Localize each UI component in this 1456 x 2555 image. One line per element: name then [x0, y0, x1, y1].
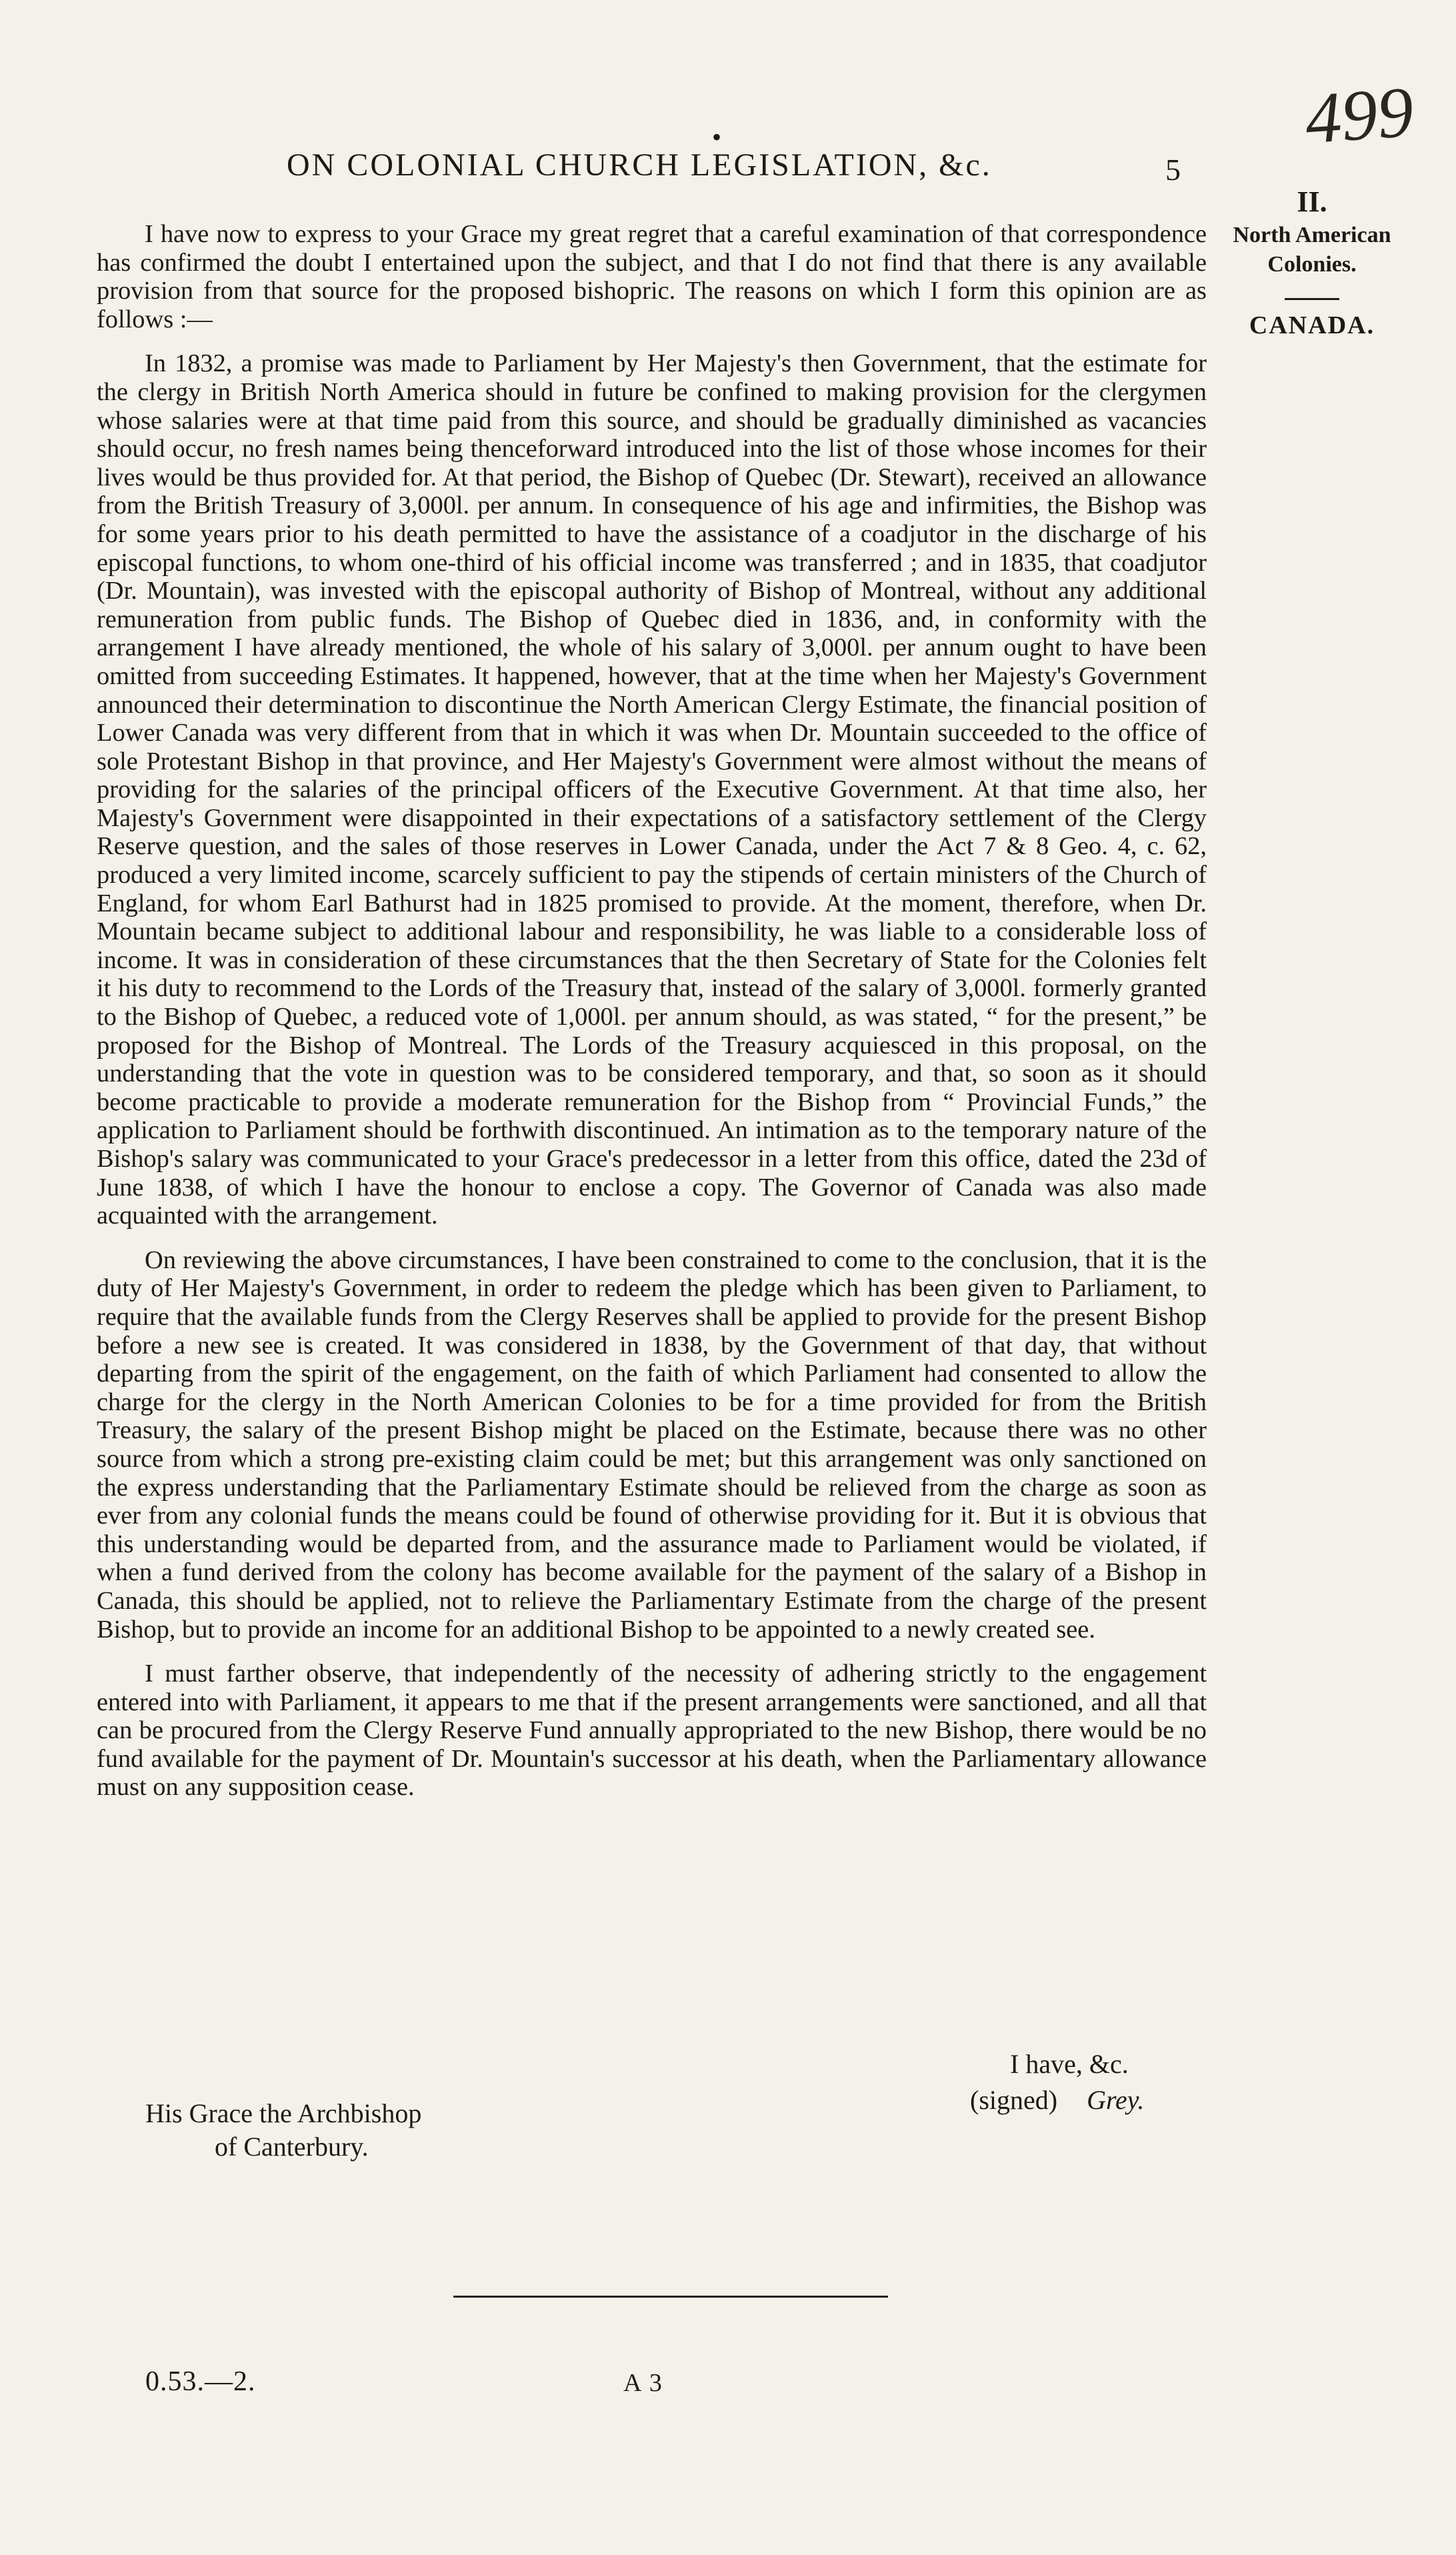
footer-rule: [453, 2296, 888, 2298]
signed-label: (signed): [970, 2085, 1058, 2115]
margin-section-number: II.: [1297, 185, 1327, 218]
margin-rule: [1285, 298, 1339, 300]
paragraph-1: I have now to express to your Grace my great regret that a careful examination of that correspondence has confirmed the doubt I entertained upon the subject, and that I do not find that there is any available provision from that source for the proposed bishopric. The reasons on which I form this opinion are as follows :—: [97, 220, 1207, 333]
margin-note: [1212, 183, 1412, 341]
valediction: I have, &c.: [1010, 2049, 1129, 2079]
paragraph-4: I must farther observe, that independently of the necessity of adhering strictly to the engagement entered into with Parliament, it appears to me that if the present arrangements were sanctioned, and all that can be procured from the Clergy Reserve Fund annually appropriated to the new Bishop, there would be no fund available for the payment of Dr. Mountain's successor at his death, when the Parliamentary allowance must on any supposition cease.: [97, 1660, 1207, 1802]
paragraph-2: In 1832, a promise was made to Parliament by Her Majesty's then Government, that the estimate for the clergy in British North America should in future be confined to making provision for the clergymen whose salaries were at that time paid from this source, and should be gradually diminished as vacancies should occur, no fresh names being thenceforward introduced into the list of those whose incomes for their lives would be thus provided for. At that period, the Bishop of Quebec (Dr. Stewart), received an allowance from the British Treasury of 3,000l. per annum. In consequence of his age and infirmities, the Bishop was for some years prior to his death permitted to have the assistance of a coadjutor in the discharge of his episcopal functions, to whom one-third of his official income was transferred ; and in 1835, that coadjutor (Dr. Mountain), was invested with the episcopal authority of Bishop of Montreal, without any additional remuneration from public funds. The Bishop of Quebec died in 1836, and, in conformity with the arrangement I have already mentioned, the whole of his salary of 3,000l. per annum ought to have been omitted from succeeding Estimates. It happened, however, that at the time when her Majesty's Government announced their determination to discontinue the North American Clergy Estimate, the financial position of Lower Canada was very different from that in which it was when Dr. Mountain succeeded to the office of sole Protestant Bishop in that province, and Her Majesty's Government were almost without the means of providing for the salaries of the principal officers of the Executive Government. At that time also, her Majesty's Government were disappointed in their expectations of a satisfactory settlement of the Clergy Reserve question, and the sales of those reserves in Lower Canada, under the Act 7 & 8 Geo. 4, c. 62, produced a very limited income, scarcely sufficient to pay the stipends of certain ministers of the Church of England, for whom Earl Bathurst had in 1825 promised to provide. At the moment, therefore, when Dr. Mountain became subject to additional labour and responsibility, he was liable to a considerable loss of income. It was in consideration of these circumstances that the then Secretary of State for the Colonies felt it his duty to recommend to the Lords of the Treasury that, instead of the salary of 3,000l. formerly granted to the Bishop of Quebec, a reduced vote of 1,000l. per annum should, as was stated, “ for the present,” be proposed for the Bishop of Montreal. The Lords of the Treasury acquiesced in this proposal, on the understanding that the vote in question was to be considered temporary, and that, so soon as it should become practicable to provide a moderate remuneration for the Bishop from “ Provincial Funds,” the application to Parliament should be forthwith discontinued. An intimation as to the temporary nature of the Bishop's salary was communicated to your Grace's predecessor in a letter from this office, dated the 23d of June 1838, of which I have the honour to enclose a copy. The Governor of Canada was also made acquainted with the arrangement.: [97, 349, 1207, 1230]
margin-country: CANADA.: [1249, 311, 1375, 339]
signer-name: Grey.: [1087, 2085, 1145, 2115]
letter-body: [97, 220, 1207, 1802]
page-header-title: ON COLONIAL CHURCH LEGISLATION, &c.: [287, 147, 992, 183]
footer-document-number: 0.53.—2.: [145, 2366, 256, 2397]
margin-region-line1: North American: [1233, 223, 1391, 247]
footer-signature-mark: A 3: [623, 2369, 663, 2397]
margin-region-line2: Colonies.: [1267, 252, 1357, 277]
paragraph-3: On reviewing the above circumstances, I have been constrained to come to the conclusion, that it is the duty of Her Majesty's Government, in order to redeem the pledge which has been given to Parliament, to require that the available funds from the Clergy Reserves shall be applied to provide for the present Bishop before a new see is created. It was considered in 1838, by the Government of that day, that without departing from the spirit of the engagement, on the faith of which Parliament had consented to allow the charge for the clergy in the North American Colonies to be for a time provided for from the British Treasury, the salary of the present Bishop might be placed on the Estimate, because there was no other source from which a strong pre-existing claim could be met; but this arrangement was only sanctioned on the express understanding that the Parliamentary Estimate should be relieved from the charge as soon as ever from any colonial funds the means could be found of otherwise providing for it. But it is obvious that this understanding would be departed from, and the assurance made to Parliament would be violated, if when a fund derived from the colony has become available for the payment of the salary of a Bishop in Canada, this should be applied, not to relieve the Parliamentary Estimate from the charge of the present Bishop, but to provide an income for an additional Bishop to be appointed to a newly created see.: [97, 1245, 1207, 1644]
signature-line: [970, 2084, 1144, 2116]
page-header-number: 5: [1165, 153, 1181, 187]
header-dot: •: [712, 122, 722, 152]
addressee-line-1: His Grace the Archbishop: [145, 2098, 422, 2128]
addressee-line-2: of Canterbury.: [215, 2132, 369, 2162]
handwritten-page-number: 499: [1303, 72, 1416, 159]
